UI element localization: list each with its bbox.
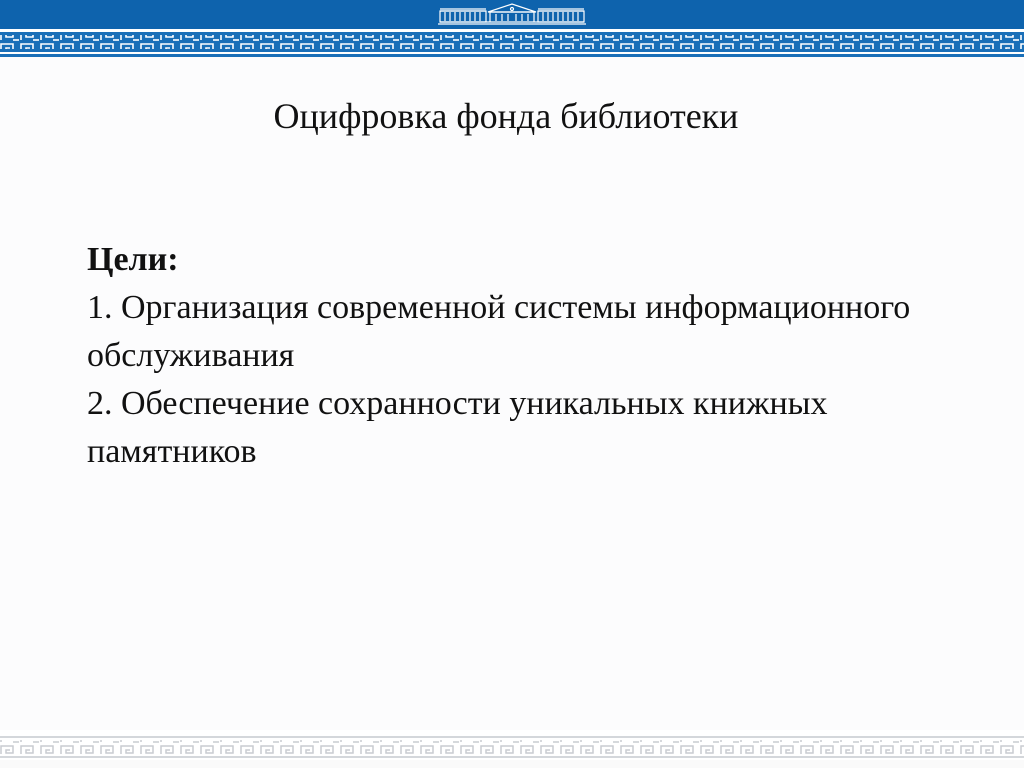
goal-item-1: 1. Организация современной системы информационного обслуживания: [87, 289, 911, 374]
footer-band: [0, 730, 1024, 768]
header-band: [0, 0, 1024, 58]
goals-heading: Цели:: [87, 241, 179, 278]
goal-item-2: 2. Обеспечение сохранности уникальных книжных памятников: [87, 385, 828, 470]
footer-pattern-svg: [0, 730, 1024, 768]
building-facade-icon: [436, 2, 588, 26]
slide-title: Оцифровка фонда библиотеки: [273, 96, 739, 136]
goals-block: [87, 236, 947, 476]
